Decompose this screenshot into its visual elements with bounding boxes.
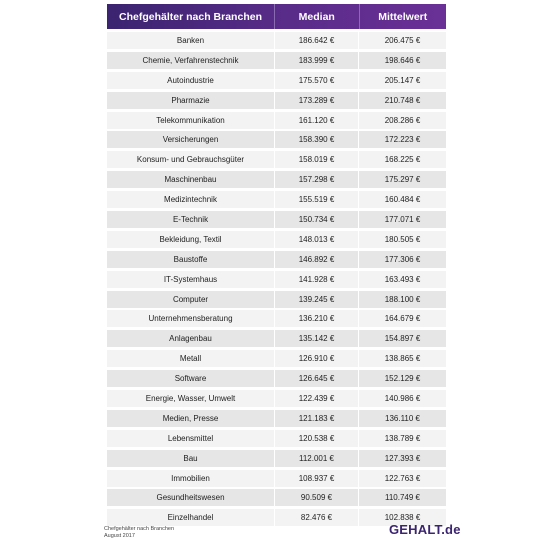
cell-mean: 210.748 € bbox=[359, 92, 446, 109]
table-row bbox=[107, 330, 446, 347]
table-row bbox=[107, 32, 446, 49]
cell-median: 150.734 € bbox=[275, 211, 358, 228]
cell-median: 90.509 € bbox=[275, 489, 358, 506]
cell-branch: Konsum- und Gebrauchsgüter bbox=[107, 151, 274, 168]
cell-mean: 163.493 € bbox=[359, 271, 446, 288]
cell-branch: Autoindustrie bbox=[107, 72, 274, 89]
table-row bbox=[107, 52, 446, 69]
table-row bbox=[107, 231, 446, 248]
table-row bbox=[107, 489, 446, 506]
cell-median: 126.645 € bbox=[275, 370, 358, 387]
cell-mean: 188.100 € bbox=[359, 291, 446, 308]
cell-median: 175.570 € bbox=[275, 72, 358, 89]
table-row bbox=[107, 370, 446, 387]
cell-branch: Software bbox=[107, 370, 274, 387]
cell-branch: Unternehmensberatung bbox=[107, 310, 274, 327]
cell-median: 139.245 € bbox=[275, 291, 358, 308]
table-row bbox=[107, 72, 446, 89]
cell-mean: 172.223 € bbox=[359, 131, 446, 148]
cell-mean: 140.986 € bbox=[359, 390, 446, 407]
header-mean: Mittelwert bbox=[378, 10, 428, 23]
table-row bbox=[107, 430, 446, 447]
table-row bbox=[107, 291, 446, 308]
cell-median: 173.289 € bbox=[275, 92, 358, 109]
table-row bbox=[107, 310, 446, 327]
cell-branch: Maschinenbau bbox=[107, 171, 274, 188]
header-branch: Chefgehälter nach Branchen bbox=[107, 4, 275, 29]
table-row bbox=[107, 131, 446, 148]
table-row bbox=[107, 211, 446, 228]
cell-median: 157.298 € bbox=[275, 171, 358, 188]
cell-median: 186.642 € bbox=[275, 32, 358, 49]
cell-branch: Telekommunikation bbox=[107, 112, 274, 129]
table-row bbox=[107, 271, 446, 288]
table-row bbox=[107, 450, 446, 467]
cell-mean: 168.225 € bbox=[359, 151, 446, 168]
cell-median: 120.538 € bbox=[275, 430, 358, 447]
cell-median: 122.439 € bbox=[275, 390, 358, 407]
cell-mean: 110.749 € bbox=[359, 489, 446, 506]
cell-median: 148.013 € bbox=[275, 231, 358, 248]
cell-mean: 138.789 € bbox=[359, 430, 446, 447]
source-title: Chefgehälter nach Branchen bbox=[104, 526, 175, 532]
source-note bbox=[104, 526, 174, 539]
cell-branch: IT-Systemhaus bbox=[107, 271, 274, 288]
table-row bbox=[107, 151, 446, 168]
cell-median: 136.210 € bbox=[275, 310, 358, 327]
cell-branch: Baustoffe bbox=[107, 251, 274, 268]
table-row bbox=[107, 251, 446, 268]
salary-table bbox=[107, 4, 446, 529]
cell-branch: Bau bbox=[107, 450, 274, 467]
cell-mean: 205.147 € bbox=[359, 72, 446, 89]
cell-median: 135.142 € bbox=[275, 330, 358, 347]
cell-branch: Medien, Presse bbox=[107, 410, 274, 427]
cell-median: 158.390 € bbox=[275, 131, 358, 148]
table-row bbox=[107, 112, 446, 129]
cell-mean: 122.763 € bbox=[359, 470, 446, 487]
table-body bbox=[107, 32, 446, 526]
cell-mean: 160.484 € bbox=[359, 191, 446, 208]
cell-median: 158.019 € bbox=[275, 151, 358, 168]
cell-median: 112.001 € bbox=[275, 450, 358, 467]
cell-mean: 136.110 € bbox=[359, 410, 446, 427]
cell-branch: Computer bbox=[107, 291, 274, 308]
cell-branch: Energie, Wasser, Umwelt bbox=[107, 390, 274, 407]
cell-median: 108.937 € bbox=[275, 470, 358, 487]
table-row bbox=[107, 92, 446, 109]
cell-branch: Pharmazie bbox=[107, 92, 274, 109]
table-row bbox=[107, 191, 446, 208]
cell-mean: 208.286 € bbox=[359, 112, 446, 129]
cell-mean: 164.679 € bbox=[359, 310, 446, 327]
table-row bbox=[107, 171, 446, 188]
cell-branch: Gesundheitswesen bbox=[107, 489, 274, 506]
cell-mean: 154.897 € bbox=[359, 330, 446, 347]
cell-branch: Einzelhandel bbox=[107, 509, 274, 526]
cell-median: 183.999 € bbox=[275, 52, 358, 69]
cell-mean: 102.838 € bbox=[359, 509, 446, 526]
cell-median: 121.183 € bbox=[275, 410, 358, 427]
cell-mean: 177.071 € bbox=[359, 211, 446, 228]
cell-median: 82.476 € bbox=[275, 509, 358, 526]
cell-median: 126.910 € bbox=[275, 350, 358, 367]
cell-branch: Bekleidung, Textil bbox=[107, 231, 274, 248]
cell-median: 146.892 € bbox=[275, 251, 358, 268]
cell-branch: Lebensmittel bbox=[107, 430, 274, 447]
table-row bbox=[107, 410, 446, 427]
table-row bbox=[107, 470, 446, 487]
cell-branch: Banken bbox=[107, 32, 274, 49]
header-median: Median bbox=[275, 4, 360, 29]
cell-mean: 206.475 € bbox=[359, 32, 446, 49]
cell-branch: Versicherungen bbox=[107, 131, 274, 148]
cell-branch: Chemie, Verfahrenstechnik bbox=[107, 52, 274, 69]
table-row bbox=[107, 350, 446, 367]
cell-median: 155.519 € bbox=[275, 191, 358, 208]
cell-mean: 175.297 € bbox=[359, 171, 446, 188]
cell-median: 141.928 € bbox=[275, 271, 358, 288]
cell-branch: Medizintechnik bbox=[107, 191, 274, 208]
source-date: August 2017 bbox=[104, 532, 135, 539]
cell-branch: E-Technik bbox=[107, 211, 274, 228]
cell-mean: 152.129 € bbox=[359, 370, 446, 387]
cell-mean: 127.393 € bbox=[359, 450, 446, 467]
table-header bbox=[107, 4, 446, 29]
cell-mean: 198.646 € bbox=[359, 52, 446, 69]
cell-branch: Metall bbox=[107, 350, 274, 367]
cell-mean: 177.306 € bbox=[359, 251, 446, 268]
brand-logo: GEHALT.de bbox=[389, 522, 461, 537]
cell-mean: 138.865 € bbox=[359, 350, 446, 367]
cell-mean: 180.505 € bbox=[359, 231, 446, 248]
cell-branch: Immobilien bbox=[107, 470, 274, 487]
table-row bbox=[107, 390, 446, 407]
cell-median: 161.120 € bbox=[275, 112, 358, 129]
cell-branch: Anlagenbau bbox=[107, 330, 274, 347]
